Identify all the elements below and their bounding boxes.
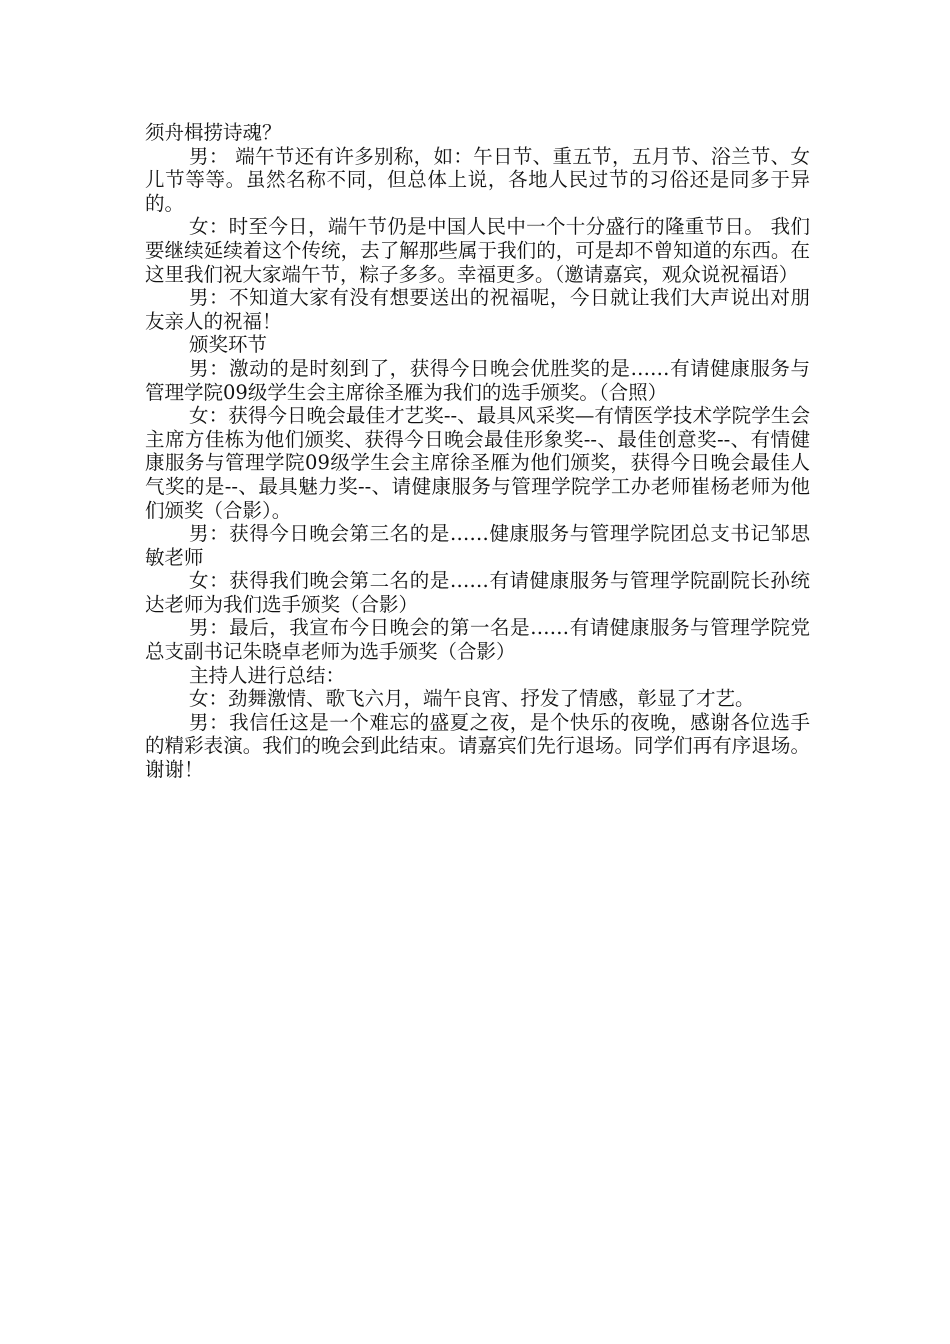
- paragraph-male-closing: 男：我信任这是一个难忘的盛夏之夜，是个快乐的夜晚，感谢各位选手的精彩表演。我们的晚会到此结束。请嘉宾们先行退场。同学们再有序退场。谢谢！: [145, 710, 810, 782]
- paragraph-female-summary: 女：劲舞激情、歌飞六月，端午良宵、抒发了情感，彰显了才艺。: [189, 687, 755, 711]
- paragraph-opening-fragment: 须舟楫捞诗魂？: [145, 121, 282, 144]
- paragraph-male-third-place: 男：获得今日晚会第三名的是……健康服务与管理学院团总支书记邹思敏老师: [145, 522, 810, 569]
- document-body: [145, 121, 810, 782]
- paragraph-male-excellence-award: 男：激动的是时刻到了，获得今日晚会优胜奖的是……有请健康服务与管理学院09级学生会主席徐圣雁为我们的选手颁奖。（合照）: [145, 356, 810, 404]
- paragraph-host-summary-heading: 主持人进行总结：: [189, 663, 346, 687]
- paragraph-male-festival-names: 男： 端午节还有许多别称，如：午日节、重五节，五月节、浴兰节、女儿节等等。虽然名称不同，但总体上说，各地人民过节的习俗还是同多于异的。: [145, 144, 810, 215]
- paragraph-female-tradition: 女：时至今日，端午节仍是中国人民中一个十分盛行的隆重节日。 我们要继续延续着这个传统，去了解那些属于我们的，可是却不曾知道的东西。在这里我们祝大家端午节，粽子多多。幸福更多。（邀请嘉宾，观众说祝福语）: [145, 215, 810, 286]
- paragraph-male-blessings: 男：不知道大家有没有想要送出的祝福呢，今日就让我们大声说出对朋友亲人的祝福！: [145, 286, 810, 333]
- paragraph-female-second-place: 女：获得我们晚会第二名的是……有请健康服务与管理学院副院长孙统达老师为我们选手颁奖（合影）: [145, 569, 810, 616]
- paragraph-female-special-awards: 女：获得今日晚会最佳才艺奖--、最具风采奖—有情医学技术学院学生会主席方佳栋为他们颁奖、获得今日晚会最佳形象奖--、最佳创意奖--、有情健康服务与管理学院09级学生会主席徐圣雁为他们颁奖，获得今日晚会最佳人气奖的是--、最具魅力奖--、请健康服务与管理学院学工办老师崔杨老师为他们颁奖（合影）。: [145, 404, 810, 522]
- section-heading-awards: 颁奖环节: [189, 333, 268, 357]
- paragraph-male-first-place: 男：最后，我宣布今日晚会的第一名是……有请健康服务与管理学院党总支副书记朱晓卓老师为选手颁奖（合影）: [145, 616, 810, 664]
